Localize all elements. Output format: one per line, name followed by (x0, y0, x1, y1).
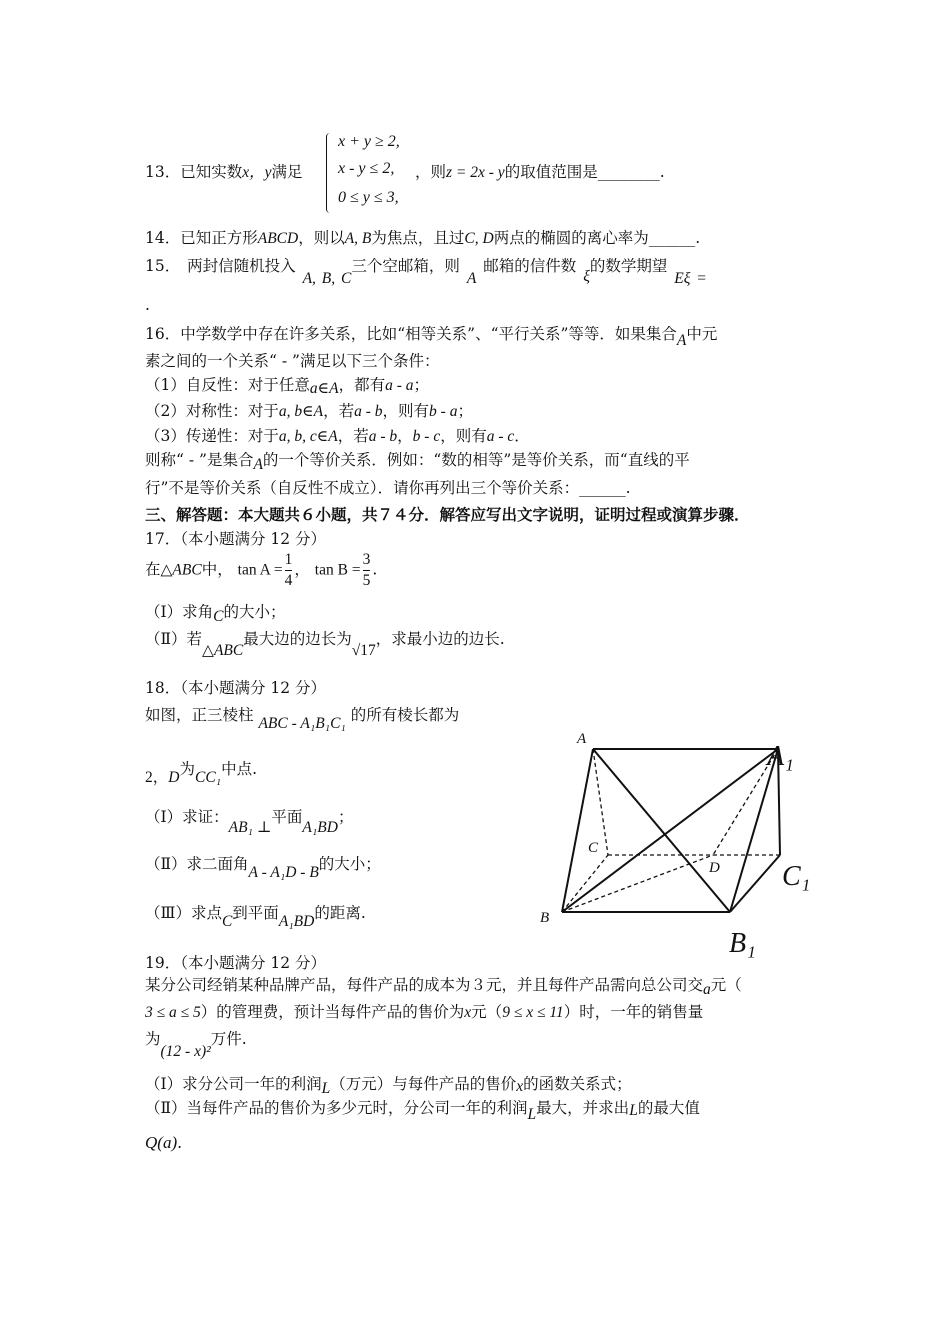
text-run: 3 ≤ a ≤ 5 (145, 1004, 201, 1021)
text-run: 邮箱的信件数 (483, 257, 577, 275)
label-B1: B₁ (729, 928, 756, 959)
text-run: ； (337, 808, 354, 826)
text-run: L (527, 1106, 537, 1123)
q16-line-1 (145, 322, 718, 349)
text-run: 万件. (210, 1030, 247, 1048)
text-run: ； (457, 402, 473, 420)
frac-tanB (363, 550, 371, 591)
text-run: ． (514, 427, 530, 445)
text-run: （Ⅰ）求证： (145, 808, 229, 826)
q17-heading: 17．（本小题满分 12 分） (145, 530, 327, 548)
text-run: C (221, 913, 233, 930)
q15-line (145, 254, 707, 287)
text-run: 为 (145, 1030, 161, 1048)
text-run: ， (294, 560, 310, 579)
text-run: 3 (363, 550, 371, 571)
text-run: 的大小； (318, 855, 381, 873)
text-run: a - b (354, 403, 383, 420)
text-run: 则称“ - ”是集合 (145, 451, 254, 469)
q18-part2 (145, 852, 381, 881)
text-run: 1 (285, 550, 293, 571)
text-run: ABC - A₁B₁C₁ (258, 715, 346, 732)
label-D: D (709, 860, 720, 876)
q13-tail-text: 的取值范围是________. (504, 163, 665, 181)
q19-part1 (145, 1072, 632, 1097)
text-run: x (464, 1004, 472, 1021)
text-run: 的函数关系式； (523, 1075, 632, 1093)
text-run: 在 (145, 560, 161, 579)
text-run: (12 - x)² (160, 1043, 211, 1060)
q13-tail (415, 160, 665, 182)
text-run: Q(a) (145, 1133, 178, 1152)
q19-q-of-a (145, 1133, 182, 1153)
text-run: A (676, 332, 687, 349)
text-run: （Ⅱ）若 (145, 630, 203, 648)
text-run: L (321, 1080, 331, 1097)
text-run: ξ (583, 268, 590, 285)
text-run: 三个空邮箱，则 (351, 257, 460, 275)
text-run: D (168, 769, 180, 786)
text-run: （3）传递性：对于 (145, 427, 279, 445)
text-run: 2， (145, 769, 169, 786)
q13-cond: 满足 (271, 163, 303, 181)
text-run: A₁BD (302, 819, 338, 836)
text-run: 到平面 (232, 904, 279, 922)
q16-line-2: 素之间的一个关系“ - ”满足以下三个条件： (145, 352, 440, 370)
text-run: （Ⅲ）求点 (145, 904, 222, 922)
text-run: A₁BD (278, 913, 315, 930)
text-run: 中， (201, 560, 233, 579)
label-C: C (588, 840, 599, 856)
q13-ineq-2: x - y ≤ 2, (338, 160, 395, 177)
text-run: tan A = (237, 561, 283, 579)
q13-system-brace (326, 133, 335, 213)
text-run: ）的管理费，预计当每件产品的售价为 (200, 1003, 465, 1021)
text-run: 的一个等价关系．例如：“数的相等”是等价关系，而“直线的平 (262, 451, 690, 469)
text-run: C (213, 608, 224, 625)
q16-line-3 (145, 373, 429, 395)
text-run: 的距离. (314, 904, 366, 922)
edge-A1-B (562, 749, 778, 912)
text-run: 中元 (686, 325, 718, 343)
text-run: ，则有 (382, 402, 430, 420)
label-A: A (577, 731, 587, 747)
text-run: 9 ≤ x ≤ 11 (502, 1004, 564, 1021)
text-run: a - a (385, 377, 414, 394)
text-run: 14．已知正方形 (145, 229, 258, 247)
q19-heading: 19．（本小题满分 12 分） (145, 954, 327, 972)
q15-dot: . (145, 296, 150, 314)
text-run: 某分公司经销某种品牌产品，每件产品的成本为３元，并且每件产品需向总公司交 (145, 976, 704, 994)
text-run: 的最大值 (637, 1099, 700, 1117)
text-run: b - c (412, 428, 441, 445)
text-run: tan B = (314, 561, 361, 579)
text-run: a (703, 981, 711, 998)
text-run: x (516, 1078, 524, 1095)
section-3-heading: 三、解答题：本大题共６小题，共７４分．解答应写出文字说明，证明过程或演算步骤． (145, 505, 750, 524)
text-run: （Ⅰ）求角 (145, 603, 214, 621)
text-run: A, B, C (302, 270, 352, 287)
text-run: . (372, 560, 378, 579)
frac-tanA (285, 550, 293, 591)
text-run: 最大边的边长为 (243, 630, 352, 648)
text-run: ，求最小边的边长. (375, 630, 505, 648)
q13-vars: x，y (242, 164, 272, 181)
q19-line-3 (145, 1027, 247, 1060)
q19-part2 (145, 1096, 700, 1123)
edge-A-B1 (593, 749, 730, 912)
text-run: A (253, 456, 263, 473)
q18-part3 (145, 901, 366, 930)
q19-line-2 (145, 1000, 703, 1022)
q16-line-7: 行”不是等价关系（自反性不成立）．请你再列出三个等价关系：______. (145, 479, 631, 497)
text-run: ， (397, 427, 413, 445)
text-run: 5 (362, 572, 371, 589)
text-run: A (466, 270, 477, 287)
text-run: （1）自反性：对于任意 (145, 376, 310, 394)
prism-figure (530, 725, 820, 965)
text-run: 平面 (271, 808, 303, 826)
text-run: （万元）与每件产品的售价 (330, 1075, 517, 1093)
text-run: ，若 (323, 402, 355, 420)
edge-A1-B1 (730, 749, 778, 912)
text-run: ，则有 (440, 427, 487, 445)
text-run: . (177, 1134, 183, 1152)
text-run: 为 (179, 760, 195, 778)
text-run: ，则以 (298, 229, 345, 247)
label-B: B (540, 910, 550, 926)
text-run: ）时，一年的销售量 (563, 1003, 704, 1021)
text-run: AB₁ ⊥ (228, 819, 272, 836)
text-run: △ABC (160, 561, 202, 579)
edge-A-B (562, 749, 593, 912)
text-run: L (629, 1102, 638, 1119)
q14-abcd: ABCD (257, 230, 299, 247)
q13-ineq-3: 0 ≤ y ≤ 3, (338, 189, 399, 206)
q17-given (145, 550, 377, 591)
text-run: ； (413, 376, 430, 394)
q19-line-1 (145, 973, 742, 998)
text-run: 16．中学数学中存在许多关系，比如“相等关系”、“平行关系”等等．如果集合 (145, 325, 677, 343)
text-run: a∈A (309, 380, 339, 397)
text-run: （Ⅱ）当每件产品的售价为多少元时，分公司一年的利润 (145, 1099, 528, 1117)
text-run: b - a (429, 403, 458, 420)
q18-line-2 (145, 757, 257, 786)
text-run: 最大，并求出 (536, 1099, 630, 1117)
text-run: 的大小； (223, 603, 286, 621)
q18-line-1 (145, 703, 460, 732)
text-run: （Ⅱ）求二面角 (145, 855, 249, 873)
q16-line-6 (145, 448, 690, 473)
text-run: a - c (486, 428, 515, 445)
q17-part1 (145, 600, 286, 625)
q16-line-4 (145, 399, 473, 421)
text-run: a - b (368, 428, 398, 445)
q13-line (145, 160, 303, 182)
text-run: 中点. (221, 760, 257, 778)
q18-heading: 18．（本小题满分 12 分） (145, 679, 327, 697)
text-run: C, D (464, 230, 494, 247)
text-run: 为焦点，且过 (371, 229, 465, 247)
text-run: （2）对称性：对于 (145, 402, 279, 420)
text-run: √17 (351, 642, 376, 659)
q18-part1 (145, 805, 354, 836)
q16-line-5 (145, 424, 530, 446)
text-run: 4 (284, 572, 293, 589)
q13-then: ，则 (415, 163, 447, 181)
text-run: A - A₁D - B (248, 864, 319, 881)
q13-z: z = 2x - y (446, 164, 505, 181)
text-run: 的数学期望 (589, 257, 668, 275)
text-run: 的所有棱长都为 (350, 706, 460, 724)
text-run: ，都有 (338, 376, 386, 394)
text-run: a, b∈A (278, 403, 324, 420)
label-C1: C₁ (782, 861, 811, 892)
text-run: Eξ = (674, 270, 707, 287)
text-run: △ABC (202, 642, 244, 659)
text-run: ，若 (337, 427, 369, 445)
q13-ineq-1: x + y ≥ 2, (338, 133, 400, 150)
q13-label: 13．已知实数 (145, 163, 243, 181)
label-A1: A₁ (767, 741, 794, 772)
text-run: 元（ (710, 976, 742, 994)
q14-line (145, 226, 700, 248)
text-run: A, B (344, 230, 372, 247)
text-run: CC₁ (194, 769, 222, 786)
text-run: 如图，正三棱柱 (145, 706, 254, 724)
text-run: （Ⅰ）求分公司一年的利润 (145, 1075, 322, 1093)
text-run: 15． 两封信随机投入 (145, 257, 296, 275)
text-run: a, b, c∈A (278, 428, 338, 445)
text-run: 元（ (471, 1003, 503, 1021)
text-run: 两点的椭圆的离心率为______. (493, 229, 701, 247)
q17-part2 (145, 627, 505, 659)
